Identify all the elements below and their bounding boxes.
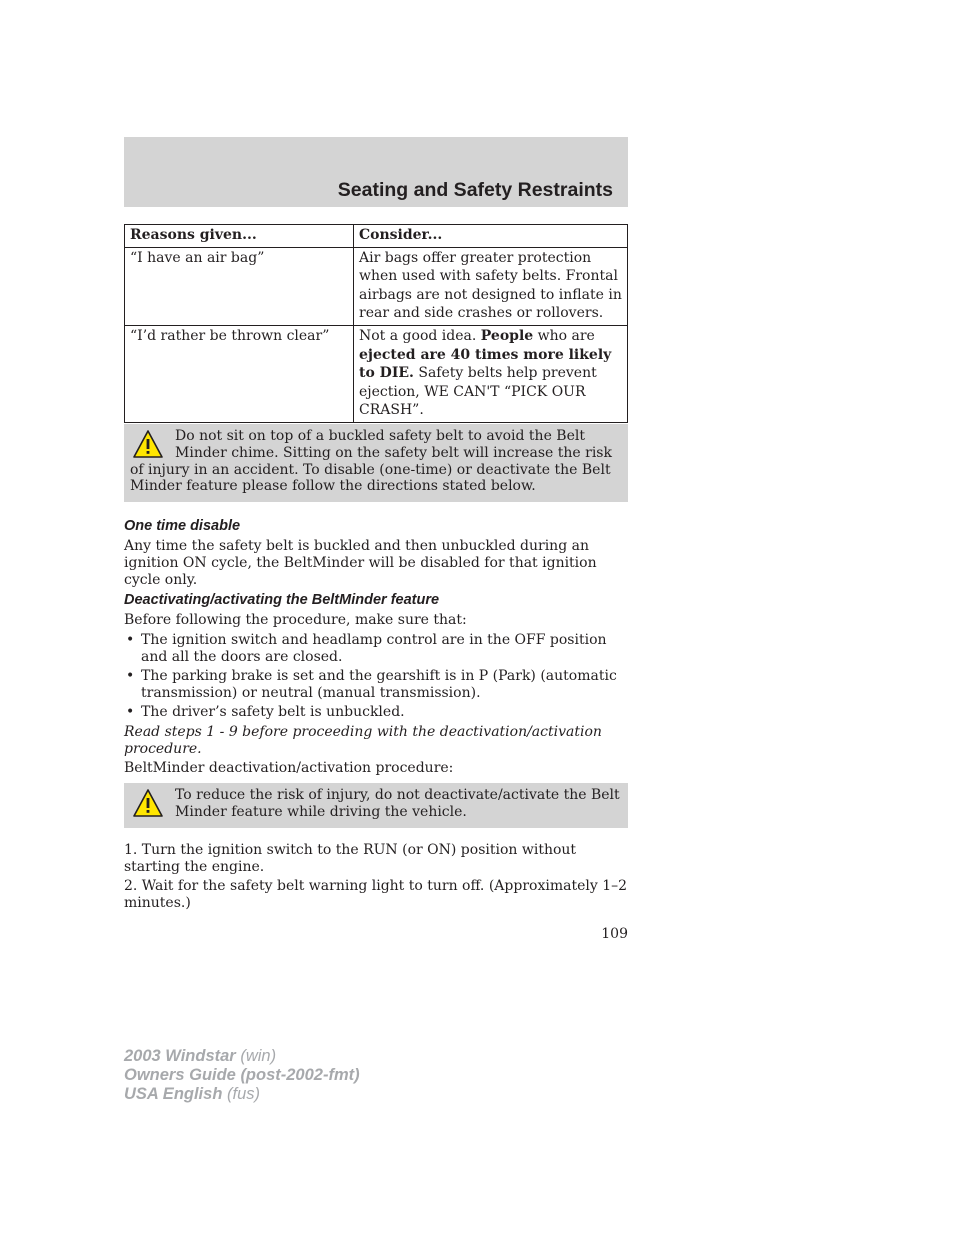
table-header-consider: Consider... bbox=[354, 225, 628, 248]
list-item bbox=[124, 668, 628, 702]
consider-bold-text: ejected are 40 times more likely to DIE. bbox=[359, 346, 612, 382]
list-item-text: The parking brake is set and the gearshift is in P (Park) (automatic transmission) or neutral (manual transmission). bbox=[141, 668, 617, 701]
section-heading: One time disable bbox=[124, 518, 241, 534]
footer-guide: Owners Guide (post-2002-fmt) bbox=[124, 1066, 360, 1084]
consider-bold-text: People bbox=[480, 327, 534, 344]
list-item-text: The ignition switch and headlamp control are in the OFF position and all the doors are closed. bbox=[141, 632, 607, 665]
table-header-reasons: Reasons given... bbox=[125, 225, 354, 248]
footer-model: 2003 Windstar bbox=[124, 1047, 236, 1065]
warning-text: Do not sit on top of a buckled safety belt to avoid the Belt Minder chime. Sitting on the safety belt will increase the risk of injury in an accident. To disable (one-time) or deactivate the Belt Minder feature please follow the directions stated below. bbox=[130, 428, 612, 495]
procedure-step: 2. Wait for the safety belt warning light to turn off. (Approximately 1–2 minutes.) bbox=[124, 878, 628, 911]
body-paragraph: Any time the safety belt is buckled and then unbuckled during an ignition ON cycle, the BeltMinder will be disabled for that ignition cycle only. bbox=[124, 538, 597, 588]
table-header-row bbox=[125, 225, 628, 248]
section-header-band bbox=[124, 137, 628, 207]
table-cell-reason: “I have an air bag” bbox=[125, 247, 354, 325]
bullet-marker: • bbox=[126, 632, 135, 648]
table-row bbox=[125, 325, 628, 422]
table-cell-reason: “I’d rather be thrown clear” bbox=[125, 325, 354, 422]
procedure-step: 1. Turn the ignition switch to the RUN (or ON) position without starting the engine. bbox=[124, 842, 577, 875]
warning-text: To reduce the risk of injury, do not deactivate/activate the Belt Minder feature while driving the vehicle. bbox=[175, 787, 620, 820]
bullet-marker: • bbox=[126, 704, 135, 720]
table-cell-consider: Air bags offer greater protection when used with safety belts. Frontal airbags are not designed to inflate in rear and side crashes or rollovers. bbox=[354, 247, 628, 325]
footer-code: (fus) bbox=[222, 1085, 260, 1103]
footer-line bbox=[124, 1066, 360, 1085]
page-title: Seating and Safety Restraints bbox=[337, 179, 613, 201]
procedure-label: BeltMinder deactivation/activation procedure: bbox=[124, 760, 454, 776]
consider-text: Safety belts help prevent ejection, WE CAN'T “PICK OUR CRASH”. bbox=[359, 365, 597, 419]
footer-line bbox=[124, 1047, 360, 1066]
reasons-table bbox=[124, 224, 628, 423]
warning-triangle-icon bbox=[132, 788, 164, 818]
list-item bbox=[124, 704, 628, 721]
section-heading: Deactivating/activating the BeltMinder feature bbox=[124, 592, 440, 608]
read-steps-note: Read steps 1 - 9 before proceeding with the deactivation/activation procedure. bbox=[124, 724, 602, 757]
warning-box bbox=[124, 424, 628, 502]
list-item-text: The driver’s safety belt is unbuckled. bbox=[141, 704, 405, 720]
body-paragraph: Before following the procedure, make sure that: bbox=[124, 612, 467, 628]
table-cell-consider bbox=[354, 325, 628, 422]
warning-triangle-icon bbox=[132, 429, 164, 459]
consider-text: who are bbox=[533, 327, 595, 344]
consider-text: Not a good idea. bbox=[359, 327, 481, 344]
warning-box bbox=[124, 783, 628, 828]
footer-line bbox=[124, 1085, 360, 1104]
footer-code: (win) bbox=[235, 1047, 277, 1065]
footer-language: USA English bbox=[124, 1085, 223, 1103]
bullet-marker: • bbox=[126, 668, 135, 684]
page-number: 109 bbox=[601, 926, 628, 942]
list-item bbox=[124, 632, 628, 666]
document-footer bbox=[124, 1047, 360, 1104]
table-row bbox=[125, 247, 628, 325]
